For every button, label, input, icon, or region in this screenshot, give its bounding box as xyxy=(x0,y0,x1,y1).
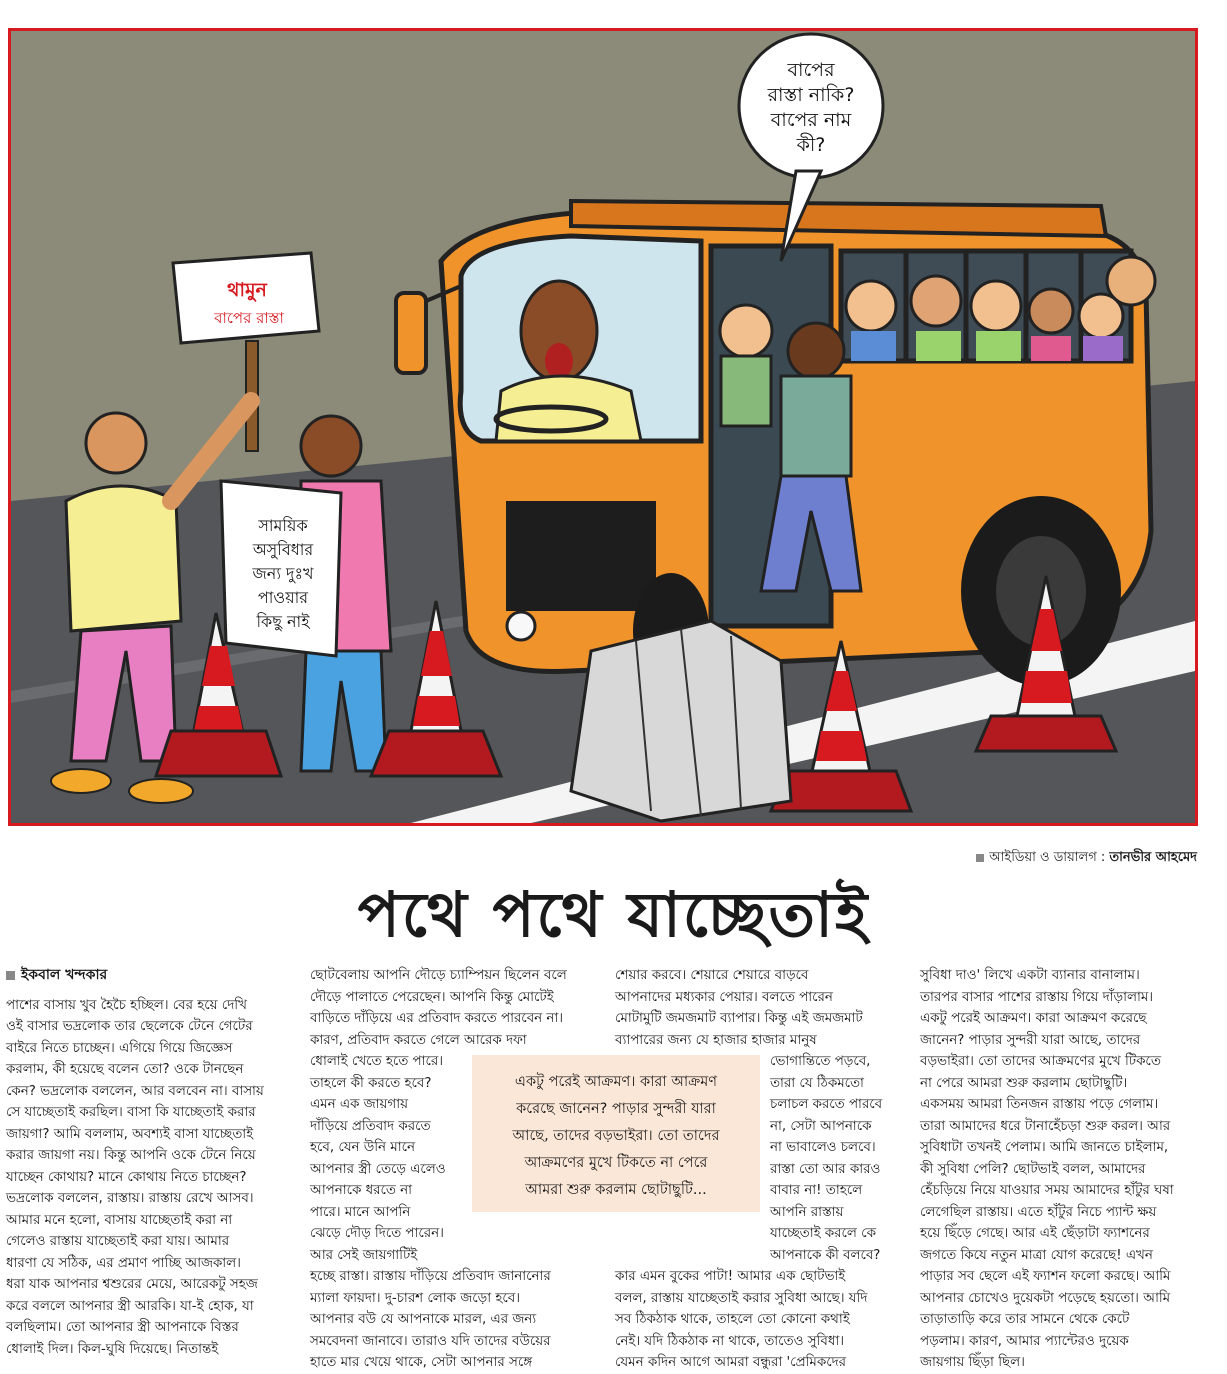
text-line: সব ঠিকঠাক থাকে, তাহলে তো কোনো কথাই xyxy=(615,1312,850,1327)
stop-sign-line-1: থামুন xyxy=(227,279,267,301)
square-bullet-icon xyxy=(976,854,984,862)
square-bullet-icon xyxy=(6,971,15,980)
board-line-5: কিছু নাই xyxy=(256,612,310,631)
article-column-1 xyxy=(6,965,294,1360)
pull-quote-line: আছে, তাদের বড়ভাইরা। তো তাদের xyxy=(512,1128,720,1144)
text-line: যেমন কদিন আগে আমরা বন্ধুরা 'প্রেমিকদের xyxy=(615,1355,846,1370)
text-line: তারা আমাদের ধরে টানাহেঁচড়া শুরু করল। আর xyxy=(920,1118,1171,1134)
text-line: হচ্ছে রাস্তা। রাস্তায় দাঁড়িয়ে প্রতিবাদ জানানোর xyxy=(310,1269,551,1284)
text-line: কারণ, প্রতিবাদ করতে গেলে আরেক দফা xyxy=(310,1032,527,1048)
speech-line-1: বাপের xyxy=(787,59,835,81)
text-line: যাচ্ছেতাই করলে কে xyxy=(770,1226,876,1241)
text-line: দাঁড়িয়ে প্রতিবাদ করতে xyxy=(310,1118,431,1134)
text-line: ঝেড়ে দৌড় দিতে পারেন। xyxy=(310,1226,444,1241)
text-line: বাড়িতে দাঁড়িয়ে এর প্রতিবাদ করতে পারবেন না। xyxy=(310,1011,564,1026)
text-line: হেঁচড়িয়ে নিয়ে যাওয়ার সময় আমাদের হাঁটুর ঘষা xyxy=(920,1183,1174,1198)
article-column-4 xyxy=(920,965,1215,1374)
text-line: সমবেদনা জানাবে। তারাও যদি তাদের বউয়ের xyxy=(310,1333,551,1349)
text-line: জায়গা? আমি বললাম, অবশ্যই বাসা যাচ্ছেতাই xyxy=(6,1126,254,1142)
text-line: কী সুবিধা পেলি? ছোটভাই বলল, আমাদের xyxy=(920,1161,1146,1177)
text-line: পাশের বাসায় খুব হৈচৈ হচ্ছিল। বের হয়ে দেখি xyxy=(6,997,247,1013)
speech-line-4: কী? xyxy=(796,134,826,156)
text-line: ব্যাপারের জন্য যে হাজার হাজার মানুষ xyxy=(615,1032,817,1048)
text-line: ধারণা যে সঠিক, এর প্রমাণ পাচ্ছি আজকাল। xyxy=(6,1255,241,1271)
text-line: না পেরে আমরা শুরু করলাম ছোটাছুটি। xyxy=(920,1075,1128,1091)
text-line: আর সেই জায়গাটিই xyxy=(310,1247,418,1263)
illustration-credit xyxy=(976,848,1197,869)
text-line: তাহলে কী করতে হবে? xyxy=(310,1075,432,1091)
text-line: সে যাচ্ছেতাই করছিল। বাসা কি যাচ্ছেতাই করার xyxy=(6,1105,256,1120)
credit-name: তানভীর আহমেদ xyxy=(1109,850,1197,865)
text-line: আপনি রাস্তায় xyxy=(770,1204,844,1220)
text-line: বড়ভাইরা। তো তাদের আক্রমণের মুখে টিকতে xyxy=(920,1054,1161,1069)
text-line: করলাম, কী হয়েছে বলেন তো? ওকে টানছেন xyxy=(6,1062,244,1077)
text-line: যাচ্ছেন কোথায়? মানে কোথায় নিতে চাচ্ছেন? xyxy=(6,1169,247,1185)
text-line: বলল, রাস্তায় যাচ্ছেতাই করার সুবিধা আছে। যদি xyxy=(615,1290,868,1306)
text-line: জগতে কিযে নতুন মাত্রা যোগ করেছে! এখন xyxy=(920,1247,1153,1263)
text-line: শেয়ার করবে। শেয়ারে শেয়ারে বাড়বে xyxy=(615,968,809,983)
text-line: ধোলাই দিল। কিল-ঘুষি দিয়েছে। নিতান্তই xyxy=(6,1341,219,1357)
text-line: রাস্তা তো আর কারও xyxy=(770,1161,881,1177)
text-line: জায়গায় ছিঁড়া ছিল। xyxy=(920,1355,1025,1370)
text-line: আপনাকে ধরতে না xyxy=(310,1183,413,1198)
text-line: আপনাদের মধ্যকার পেয়ার। বলতে পারেন xyxy=(615,989,833,1005)
pull-quote-line: করেছে জানেন? পাড়ার সুন্দরী যারা xyxy=(516,1101,716,1117)
text-line: একসময় আমরা তিনজন রাস্তায় পড়ে গেলাম। xyxy=(920,1097,1159,1112)
cartoon-illustration xyxy=(8,28,1198,826)
text-line: মোটামুটি জমজমাট ব্যাপার। কিন্তু এই জমজমাট xyxy=(615,1011,863,1026)
text-line: হবে, যেন উনি মানে xyxy=(310,1140,415,1155)
text-line: করার জায়গা নয়। কিন্তু আপনি ওকে টেনে নিয়ে xyxy=(6,1148,256,1163)
text-line: ধরা যাক আপনার শ্বশুরের মেয়ে, আরেকটু সহজ xyxy=(6,1277,258,1292)
text-line: ধোলাই খেতে হতে পারে। xyxy=(310,1054,444,1069)
text-line: নেই। যদি ঠিকঠাক না থাকে, তাতেও সুবিধা। xyxy=(615,1333,845,1349)
speech-line-3: বাপের নাম xyxy=(770,109,852,131)
credit-label: আইডিয়া ও ডায়ালগ : xyxy=(989,850,1110,865)
text-line: কার এমন বুকের পাটা! আমার এক ছোটভাই xyxy=(615,1269,846,1284)
text-line: দৌড়ে পালাতে পেরেছেন। আপনি কিন্তু মোটেই xyxy=(310,989,554,1005)
text-line: আপনার বউ যে আপনাকে মারল, এর জন্য xyxy=(310,1312,537,1327)
stop-sign-line-2: বাপের রাস্তা xyxy=(214,309,284,327)
text-line: একটু পরেই আক্রমণ। কারা আক্রমণ করেছে xyxy=(920,1011,1147,1026)
text-line: পড়লাম। কারণ, আমার প্যান্টেরও দুয়েক xyxy=(920,1333,1129,1349)
pull-quote xyxy=(472,1055,760,1212)
concrete-barrier xyxy=(571,621,791,821)
headline: পথে পথে যাচ্ছেতাই xyxy=(357,878,870,951)
text-line: ওই বাসার ভদ্রলোক তার ছেলেকে টেনে গেটের xyxy=(6,1019,253,1034)
text-line: আপনার স্ত্রী তেড়ে এলেও xyxy=(310,1161,446,1177)
text-line: এমন এক জায়গায় xyxy=(310,1097,408,1112)
text-line: আমার মনে হলো, বাসায় যাচ্ছেতাই করা না xyxy=(6,1212,233,1228)
text-line: তারা যে ঠিকমতো xyxy=(770,1075,864,1091)
text-line: সুবিধা দাও' লিখে একটা ব্যানার বানালাম। xyxy=(920,968,1140,983)
pull-quote-line: একটু পরেই আক্রমণ। কারা আক্রমণ xyxy=(514,1074,718,1090)
speech-line-2: রাস্তা নাকি? xyxy=(767,84,855,106)
pull-quote-line: আক্রমণের মুখে টিকতে না পেরে xyxy=(524,1155,708,1171)
text-line: সুবিধাটা তখনই পেলাম। আমি জানতে চাইলাম, xyxy=(920,1140,1169,1155)
board-line-1: সাময়িক xyxy=(258,516,308,535)
text-line: ম্যালা ফায়দা। দু-চারশ লোক জড়ো হবে। xyxy=(310,1290,520,1306)
text-line: চলাচল করতে পারবে xyxy=(770,1097,883,1112)
text-line: ভোগান্তিতে পড়বে, xyxy=(770,1054,871,1069)
text-line: পাড়ার সব ছেলে এই ফ্যাশন ফলো করছে। আমি xyxy=(920,1269,1171,1284)
board-line-3: জন্য দুঃখ xyxy=(252,564,314,583)
text-line: পারে। মানে আপনি xyxy=(310,1204,411,1220)
byline-author: ইকবাল খন্দকার xyxy=(21,967,108,983)
text-line: বাবার না! তাহলে xyxy=(770,1183,863,1198)
text-line: ছোটবেলায় আপনি দৌড়ে চ্যাম্পিয়ন ছিলেন বলে xyxy=(310,968,567,983)
text-line: না, সেটা আপনাকে xyxy=(770,1118,872,1134)
text-line: তাড়াতাড়ি করে তার সামনে থেকে কেটে xyxy=(920,1312,1130,1327)
pull-quote-line: আমরা শুরু করলাম ছোটাছুটি... xyxy=(525,1182,707,1198)
text-line: বাইরে নিতে চাচ্ছেন। এগিয়ে গিয়ে জিজ্ঞেস xyxy=(6,1040,233,1056)
byline xyxy=(6,965,294,987)
board-line-4: পাওয়ার xyxy=(257,588,309,607)
text-line: না ভাবালেও চলবে। xyxy=(770,1140,876,1155)
text-line: তারপর বাসার পাশের রাস্তায় গিয়ে দাঁড়ালাম। xyxy=(920,989,1154,1005)
text-line: আপনাকে কী বলবে? xyxy=(770,1247,881,1263)
text-line: ভদ্রলোক বললেন, রাস্তায়। রাস্তায় রেখে আসব। xyxy=(6,1191,254,1206)
text-line: হাতে মার খেয়ে থাকে, সেটা আপনার সঙ্গে xyxy=(310,1355,533,1370)
text-line: বলছিলাম। তো আপনার স্ত্রী আপনাকে বিস্তর xyxy=(6,1320,239,1335)
text-line: করে বললে আপনার স্ত্রী আরকি। যা-ই হোক, যা xyxy=(6,1298,254,1314)
text-line: গেলেও রাস্তায় যাচ্ছেতাই করা যায়। আমার xyxy=(6,1234,230,1249)
text-line: কেন? ভদ্রলোক বললেন, আর বলবেন না। বাসায় xyxy=(6,1083,264,1099)
text-line: হয়ে ছিঁড়ে গেছে। আর এই ছেঁড়াটা ফ্যাশনের xyxy=(920,1226,1150,1241)
text-line: আপনার চোখেও দুয়েকটা পড়েছে হয়তো। আমি xyxy=(920,1290,1171,1306)
text-line: জানেন? পাড়ার সুন্দরী যারা আছে, তাদের xyxy=(920,1032,1141,1048)
text-line: লেগেছিল রাস্তায়। এতে হাঁটুর নিচে প্যান্ট ক্ষয় xyxy=(920,1204,1157,1220)
board-line-2: অসুবিধার xyxy=(252,540,314,559)
